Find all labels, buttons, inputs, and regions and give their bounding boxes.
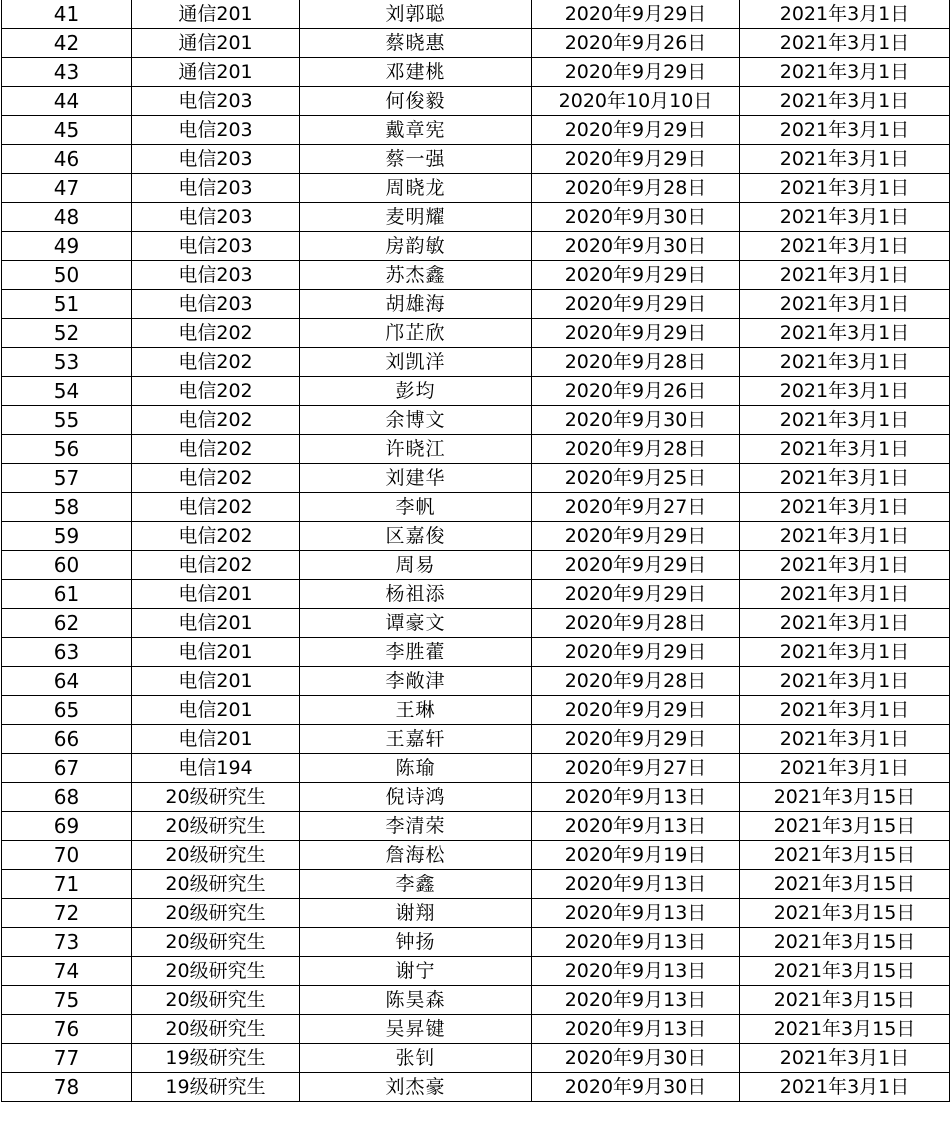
start-date-cell: 2020年9月26日 bbox=[532, 377, 740, 406]
class-cell: 20级研究生 bbox=[132, 1015, 300, 1044]
end-date-cell: 2021年3月1日 bbox=[740, 1073, 950, 1102]
class-cell: 20级研究生 bbox=[132, 870, 300, 899]
end-date-cell: 2021年3月1日 bbox=[740, 174, 950, 203]
row-number-cell: 70 bbox=[2, 841, 132, 870]
end-date-cell: 2021年3月15日 bbox=[740, 957, 950, 986]
student-name-cell: 周晓龙 bbox=[300, 174, 532, 203]
start-date-cell: 2020年9月30日 bbox=[532, 232, 740, 261]
class-cell: 电信201 bbox=[132, 609, 300, 638]
start-date-cell: 2020年10月10日 bbox=[532, 87, 740, 116]
student-name-cell: 蔡一强 bbox=[300, 145, 532, 174]
table-row bbox=[2, 841, 950, 870]
start-date-cell: 2020年9月29日 bbox=[532, 58, 740, 87]
start-date-cell: 2020年9月28日 bbox=[532, 348, 740, 377]
class-cell: 电信203 bbox=[132, 290, 300, 319]
student-name-cell: 何俊毅 bbox=[300, 87, 532, 116]
end-date-cell: 2021年3月15日 bbox=[740, 1015, 950, 1044]
start-date-cell: 2020年9月30日 bbox=[532, 1073, 740, 1102]
row-number-cell: 59 bbox=[2, 522, 132, 551]
table-row bbox=[2, 754, 950, 783]
class-cell: 电信202 bbox=[132, 464, 300, 493]
student-name-cell: 邝芷欣 bbox=[300, 319, 532, 348]
table-row bbox=[2, 957, 950, 986]
student-name-cell: 杨祖添 bbox=[300, 580, 532, 609]
row-number-cell: 49 bbox=[2, 232, 132, 261]
class-cell: 电信202 bbox=[132, 522, 300, 551]
table-row bbox=[2, 232, 950, 261]
row-number-cell: 76 bbox=[2, 1015, 132, 1044]
class-cell: 电信201 bbox=[132, 580, 300, 609]
row-number-cell: 52 bbox=[2, 319, 132, 348]
start-date-cell: 2020年9月28日 bbox=[532, 667, 740, 696]
class-cell: 电信201 bbox=[132, 638, 300, 667]
class-cell: 电信202 bbox=[132, 435, 300, 464]
end-date-cell: 2021年3月15日 bbox=[740, 928, 950, 957]
end-date-cell: 2021年3月1日 bbox=[740, 232, 950, 261]
start-date-cell: 2020年9月29日 bbox=[532, 0, 740, 29]
row-number-cell: 77 bbox=[2, 1044, 132, 1073]
row-number-cell: 53 bbox=[2, 348, 132, 377]
class-cell: 20级研究生 bbox=[132, 841, 300, 870]
start-date-cell: 2020年9月25日 bbox=[532, 464, 740, 493]
table-row bbox=[2, 696, 950, 725]
class-cell: 通信201 bbox=[132, 58, 300, 87]
start-date-cell: 2020年9月29日 bbox=[532, 580, 740, 609]
end-date-cell: 2021年3月1日 bbox=[740, 435, 950, 464]
end-date-cell: 2021年3月1日 bbox=[740, 609, 950, 638]
end-date-cell: 2021年3月1日 bbox=[740, 580, 950, 609]
start-date-cell: 2020年9月13日 bbox=[532, 812, 740, 841]
end-date-cell: 2021年3月1日 bbox=[740, 290, 950, 319]
class-cell: 通信201 bbox=[132, 29, 300, 58]
start-date-cell: 2020年9月29日 bbox=[532, 116, 740, 145]
start-date-cell: 2020年9月13日 bbox=[532, 1015, 740, 1044]
class-cell: 电信201 bbox=[132, 696, 300, 725]
row-number-cell: 46 bbox=[2, 145, 132, 174]
student-name-cell: 王嘉轩 bbox=[300, 725, 532, 754]
class-cell: 电信202 bbox=[132, 348, 300, 377]
student-name-cell: 谢翔 bbox=[300, 899, 532, 928]
end-date-cell: 2021年3月1日 bbox=[740, 58, 950, 87]
start-date-cell: 2020年9月19日 bbox=[532, 841, 740, 870]
end-date-cell: 2021年3月15日 bbox=[740, 899, 950, 928]
student-name-cell: 蔡晓惠 bbox=[300, 29, 532, 58]
student-table bbox=[1, 0, 950, 1102]
table-row bbox=[2, 261, 950, 290]
class-cell: 19级研究生 bbox=[132, 1044, 300, 1073]
end-date-cell: 2021年3月1日 bbox=[740, 551, 950, 580]
end-date-cell: 2021年3月1日 bbox=[740, 638, 950, 667]
end-date-cell: 2021年3月15日 bbox=[740, 783, 950, 812]
end-date-cell: 2021年3月15日 bbox=[740, 986, 950, 1015]
table-row bbox=[2, 435, 950, 464]
class-cell: 电信202 bbox=[132, 493, 300, 522]
start-date-cell: 2020年9月29日 bbox=[532, 145, 740, 174]
end-date-cell: 2021年3月1日 bbox=[740, 203, 950, 232]
row-number-cell: 55 bbox=[2, 406, 132, 435]
table-row bbox=[2, 116, 950, 145]
class-cell: 20级研究生 bbox=[132, 957, 300, 986]
start-date-cell: 2020年9月29日 bbox=[532, 696, 740, 725]
table-row bbox=[2, 1073, 950, 1102]
start-date-cell: 2020年9月28日 bbox=[532, 609, 740, 638]
start-date-cell: 2020年9月28日 bbox=[532, 435, 740, 464]
student-name-cell: 邓建桃 bbox=[300, 58, 532, 87]
end-date-cell: 2021年3月1日 bbox=[740, 406, 950, 435]
table-row bbox=[2, 783, 950, 812]
end-date-cell: 2021年3月15日 bbox=[740, 812, 950, 841]
end-date-cell: 2021年3月1日 bbox=[740, 29, 950, 58]
table-row bbox=[2, 928, 950, 957]
row-number-cell: 51 bbox=[2, 290, 132, 319]
student-name-cell: 钟扬 bbox=[300, 928, 532, 957]
row-number-cell: 66 bbox=[2, 725, 132, 754]
table-row bbox=[2, 551, 950, 580]
start-date-cell: 2020年9月28日 bbox=[532, 174, 740, 203]
class-cell: 电信202 bbox=[132, 319, 300, 348]
table-row bbox=[2, 377, 950, 406]
row-number-cell: 48 bbox=[2, 203, 132, 232]
start-date-cell: 2020年9月13日 bbox=[532, 783, 740, 812]
start-date-cell: 2020年9月29日 bbox=[532, 261, 740, 290]
class-cell: 电信201 bbox=[132, 725, 300, 754]
student-name-cell: 刘建华 bbox=[300, 464, 532, 493]
row-number-cell: 61 bbox=[2, 580, 132, 609]
end-date-cell: 2021年3月1日 bbox=[740, 464, 950, 493]
end-date-cell: 2021年3月1日 bbox=[740, 493, 950, 522]
student-name-cell: 李清荣 bbox=[300, 812, 532, 841]
start-date-cell: 2020年9月29日 bbox=[532, 290, 740, 319]
table-row bbox=[2, 348, 950, 377]
student-name-cell: 彭均 bbox=[300, 377, 532, 406]
start-date-cell: 2020年9月13日 bbox=[532, 928, 740, 957]
row-number-cell: 73 bbox=[2, 928, 132, 957]
row-number-cell: 72 bbox=[2, 899, 132, 928]
student-name-cell: 倪诗鸿 bbox=[300, 783, 532, 812]
end-date-cell: 2021年3月1日 bbox=[740, 696, 950, 725]
start-date-cell: 2020年9月29日 bbox=[532, 522, 740, 551]
row-number-cell: 78 bbox=[2, 1073, 132, 1102]
class-cell: 20级研究生 bbox=[132, 812, 300, 841]
student-name-cell: 李帆 bbox=[300, 493, 532, 522]
table-row bbox=[2, 174, 950, 203]
table-row bbox=[2, 638, 950, 667]
start-date-cell: 2020年9月13日 bbox=[532, 899, 740, 928]
student-name-cell: 陈昊森 bbox=[300, 986, 532, 1015]
student-name-cell: 周易 bbox=[300, 551, 532, 580]
end-date-cell: 2021年3月1日 bbox=[740, 725, 950, 754]
class-cell: 电信203 bbox=[132, 116, 300, 145]
row-number-cell: 47 bbox=[2, 174, 132, 203]
table-row bbox=[2, 58, 950, 87]
row-number-cell: 50 bbox=[2, 261, 132, 290]
student-name-cell: 刘凯洋 bbox=[300, 348, 532, 377]
end-date-cell: 2021年3月1日 bbox=[740, 87, 950, 116]
class-cell: 电信203 bbox=[132, 232, 300, 261]
start-date-cell: 2020年9月30日 bbox=[532, 406, 740, 435]
row-number-cell: 69 bbox=[2, 812, 132, 841]
student-name-cell: 苏杰鑫 bbox=[300, 261, 532, 290]
table-row bbox=[2, 986, 950, 1015]
student-name-cell: 胡雄海 bbox=[300, 290, 532, 319]
student-name-cell: 房韵敏 bbox=[300, 232, 532, 261]
student-name-cell: 许晓江 bbox=[300, 435, 532, 464]
class-cell: 电信202 bbox=[132, 377, 300, 406]
start-date-cell: 2020年9月13日 bbox=[532, 957, 740, 986]
start-date-cell: 2020年9月29日 bbox=[532, 725, 740, 754]
student-name-cell: 李胜藿 bbox=[300, 638, 532, 667]
table-row bbox=[2, 812, 950, 841]
table-row bbox=[2, 290, 950, 319]
class-cell: 电信203 bbox=[132, 145, 300, 174]
start-date-cell: 2020年9月27日 bbox=[532, 493, 740, 522]
start-date-cell: 2020年9月29日 bbox=[532, 319, 740, 348]
table-row bbox=[2, 522, 950, 551]
start-date-cell: 2020年9月13日 bbox=[532, 986, 740, 1015]
end-date-cell: 2021年3月1日 bbox=[740, 754, 950, 783]
start-date-cell: 2020年9月29日 bbox=[532, 551, 740, 580]
end-date-cell: 2021年3月1日 bbox=[740, 261, 950, 290]
table-row bbox=[2, 29, 950, 58]
student-name-cell: 麦明耀 bbox=[300, 203, 532, 232]
row-number-cell: 67 bbox=[2, 754, 132, 783]
student-name-cell: 区嘉俊 bbox=[300, 522, 532, 551]
table-row bbox=[2, 870, 950, 899]
class-cell: 电信203 bbox=[132, 203, 300, 232]
table-row bbox=[2, 667, 950, 696]
end-date-cell: 2021年3月1日 bbox=[740, 667, 950, 696]
start-date-cell: 2020年9月29日 bbox=[532, 638, 740, 667]
end-date-cell: 2021年3月1日 bbox=[740, 116, 950, 145]
end-date-cell: 2021年3月1日 bbox=[740, 348, 950, 377]
student-name-cell: 张钊 bbox=[300, 1044, 532, 1073]
end-date-cell: 2021年3月15日 bbox=[740, 841, 950, 870]
row-number-cell: 42 bbox=[2, 29, 132, 58]
row-number-cell: 64 bbox=[2, 667, 132, 696]
student-name-cell: 陈瑜 bbox=[300, 754, 532, 783]
table-row bbox=[2, 725, 950, 754]
table-row bbox=[2, 493, 950, 522]
student-name-cell: 戴章宪 bbox=[300, 116, 532, 145]
start-date-cell: 2020年9月13日 bbox=[532, 870, 740, 899]
class-cell: 19级研究生 bbox=[132, 1073, 300, 1102]
end-date-cell: 2021年3月1日 bbox=[740, 0, 950, 29]
student-name-cell: 吴昇键 bbox=[300, 1015, 532, 1044]
end-date-cell: 2021年3月1日 bbox=[740, 522, 950, 551]
row-number-cell: 62 bbox=[2, 609, 132, 638]
row-number-cell: 60 bbox=[2, 551, 132, 580]
table-row bbox=[2, 145, 950, 174]
row-number-cell: 57 bbox=[2, 464, 132, 493]
end-date-cell: 2021年3月1日 bbox=[740, 319, 950, 348]
table-row bbox=[2, 899, 950, 928]
class-cell: 电信201 bbox=[132, 667, 300, 696]
student-name-cell: 李鑫 bbox=[300, 870, 532, 899]
start-date-cell: 2020年9月27日 bbox=[532, 754, 740, 783]
end-date-cell: 2021年3月1日 bbox=[740, 145, 950, 174]
student-name-cell: 李敞津 bbox=[300, 667, 532, 696]
table-row bbox=[2, 406, 950, 435]
class-cell: 通信201 bbox=[132, 0, 300, 29]
row-number-cell: 65 bbox=[2, 696, 132, 725]
student-name-cell: 王琳 bbox=[300, 696, 532, 725]
table-row bbox=[2, 1044, 950, 1073]
class-cell: 20级研究生 bbox=[132, 928, 300, 957]
row-number-cell: 56 bbox=[2, 435, 132, 464]
table-row bbox=[2, 580, 950, 609]
student-name-cell: 余博文 bbox=[300, 406, 532, 435]
end-date-cell: 2021年3月15日 bbox=[740, 870, 950, 899]
row-number-cell: 43 bbox=[2, 58, 132, 87]
end-date-cell: 2021年3月1日 bbox=[740, 1044, 950, 1073]
student-name-cell: 刘郭聪 bbox=[300, 0, 532, 29]
start-date-cell: 2020年9月30日 bbox=[532, 1044, 740, 1073]
class-cell: 电信203 bbox=[132, 174, 300, 203]
class-cell: 20级研究生 bbox=[132, 986, 300, 1015]
table-row bbox=[2, 609, 950, 638]
table-row bbox=[2, 203, 950, 232]
row-number-cell: 75 bbox=[2, 986, 132, 1015]
class-cell: 电信203 bbox=[132, 87, 300, 116]
row-number-cell: 68 bbox=[2, 783, 132, 812]
row-number-cell: 41 bbox=[2, 0, 132, 29]
row-number-cell: 54 bbox=[2, 377, 132, 406]
class-cell: 20级研究生 bbox=[132, 783, 300, 812]
class-cell: 20级研究生 bbox=[132, 899, 300, 928]
row-number-cell: 74 bbox=[2, 957, 132, 986]
student-name-cell: 谭豪文 bbox=[300, 609, 532, 638]
end-date-cell: 2021年3月1日 bbox=[740, 377, 950, 406]
row-number-cell: 45 bbox=[2, 116, 132, 145]
student-name-cell: 刘杰豪 bbox=[300, 1073, 532, 1102]
row-number-cell: 58 bbox=[2, 493, 132, 522]
row-number-cell: 71 bbox=[2, 870, 132, 899]
class-cell: 电信202 bbox=[132, 406, 300, 435]
class-cell: 电信203 bbox=[132, 261, 300, 290]
start-date-cell: 2020年9月26日 bbox=[532, 29, 740, 58]
row-number-cell: 44 bbox=[2, 87, 132, 116]
table-row bbox=[2, 319, 950, 348]
table-row bbox=[2, 87, 950, 116]
student-name-cell: 詹海松 bbox=[300, 841, 532, 870]
table-body bbox=[2, 0, 950, 1102]
table-row bbox=[2, 0, 950, 29]
table-row bbox=[2, 464, 950, 493]
class-cell: 电信194 bbox=[132, 754, 300, 783]
table-row bbox=[2, 1015, 950, 1044]
class-cell: 电信202 bbox=[132, 551, 300, 580]
row-number-cell: 63 bbox=[2, 638, 132, 667]
student-name-cell: 谢宁 bbox=[300, 957, 532, 986]
start-date-cell: 2020年9月30日 bbox=[532, 203, 740, 232]
